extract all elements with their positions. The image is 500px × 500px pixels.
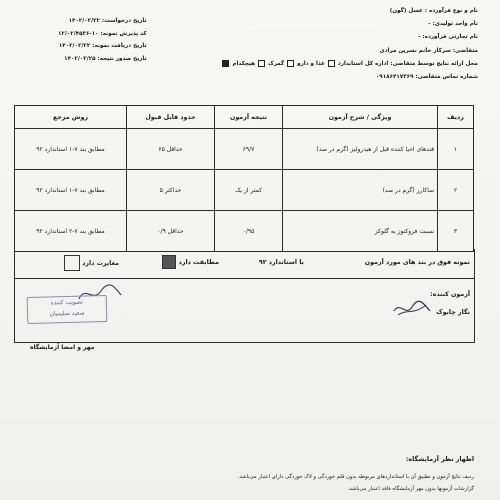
compliance-summary [14,249,475,278]
applicant-phone: شماره تماس متقاضی: ۰۹۱۸۶۴۱۷۳۶۹ [375,74,478,81]
delivery-place: محل ارائه نتایج توسط متقاضی: اداره کل استاندارد [337,60,478,67]
table-row [15,129,474,170]
approver-stamp [27,295,108,324]
row-method: مطابق بند ۷-۱ استاندارد ۹۲ [15,170,127,211]
checkbox-standard [328,60,335,67]
opinion-line-2: گزارشات آزمونها بدون مهر آزمایشگاه فاقد اعتبار می‌باشد. [347,486,474,492]
noncompliant-group [64,255,119,271]
col-header-property: ویژگی / شرح آزمون [283,106,438,129]
row-result: ۰/۹۵ [215,211,283,252]
issue-date: تاریخ صدور نتیجه: ۱۴۰۲/۰۲/۲۵ [64,55,147,62]
receive-date: تاریخ دریافت نمونه: ۱۴۰۲/۰۲/۲۲ [58,43,147,50]
opinion-line-1: ردیف نتایج آزمون و تطبیق آن با استانداردهای مربوطه بدون قلم خوردگی و لاک خوردگی دارای اعتبار می‌باشد. [237,474,474,480]
row-limit: حداکثر ۵ [127,170,215,211]
col-header-limit: حدود قابل قبول [127,106,215,129]
header-applicant-info [221,5,478,84]
compliant-label: مطابقت دارد [178,259,219,266]
checkbox-none-label: هیچکدام [232,60,256,67]
tester-signature [392,297,432,319]
summary-text: نمونه فوق در بند های مورد آزمون [364,259,470,266]
checkbox-customs [258,60,265,67]
delivery-place-line [221,58,478,71]
checkbox-none [222,60,229,67]
row-result: کمتر از یک [215,170,283,211]
row-number: ۳ [438,211,474,252]
row-result: ۶۹/۷ [215,129,283,170]
tracking-code: کد پذیرش نمونه: ۱۰-۱۲/۰۲/۴۵۳۶ [58,30,147,37]
col-header-row: ردیف [438,106,474,129]
row-number: ۲ [438,170,474,211]
producer-name: نام واحد تولیدی: - [428,21,478,28]
row-limit: حداقل ۶۵ [127,129,215,170]
row-description: قندهای احیا کننده قبل از هیدرولیز (گرم در صد) [283,129,438,170]
applicant-name: متقاضی: سرکار خانم نسرین مرادی [379,47,478,54]
brand-name: نام تجارتی فرآورده: - [418,34,478,41]
compliant-group [162,255,219,269]
row-limit: حداقل ۰/۹ [127,211,215,252]
opinion-title: اظهار نظر آزمایشگاه: [405,456,474,463]
table-row [15,211,474,252]
table-row [15,170,474,211]
stamp-title: تصویب کننده [50,298,84,307]
row-number: ۱ [438,129,474,170]
noncompliant-label: مغایرت دارد [82,260,119,267]
compliant-checkbox [162,255,176,269]
checkbox-food-label: غذا و دارو [297,60,325,67]
stamp-name: سعید سلیمیان [49,309,85,318]
tester-label: آزمون کننده: [430,291,470,298]
checkbox-customs-label: گمرک [267,60,285,67]
checker-name: نگار چابوک [436,309,470,316]
col-header-result: نتیجه آزمون [215,106,283,129]
row-description: نسبت فروکتوز به گلوکز [283,211,438,252]
row-description: ساکارز (گرم در صد) [283,170,438,211]
header-dates [58,15,147,65]
summary-standard: با استاندارد ۹۲ [258,259,304,266]
row-method: مطابق بند ۷-۲ استاندارد ۹۲ [15,211,127,252]
request-date: تاریخ درخواست: ۱۴۰۲/۰۲/۲۲ [68,18,147,24]
sample-name: نام و نوع فرآورده : عسل (گون) [389,8,478,14]
results-table [14,105,474,252]
lab-stamp-label: مهر و امضا آزمایشگاه [30,344,95,351]
table-header [15,106,474,129]
checkbox-food [287,60,294,67]
noncompliant-checkbox [64,255,80,271]
row-method: مطابق بند ۷-۱ استاندارد ۹۲ [15,129,127,170]
col-header-method: روش مرجع [15,106,127,129]
